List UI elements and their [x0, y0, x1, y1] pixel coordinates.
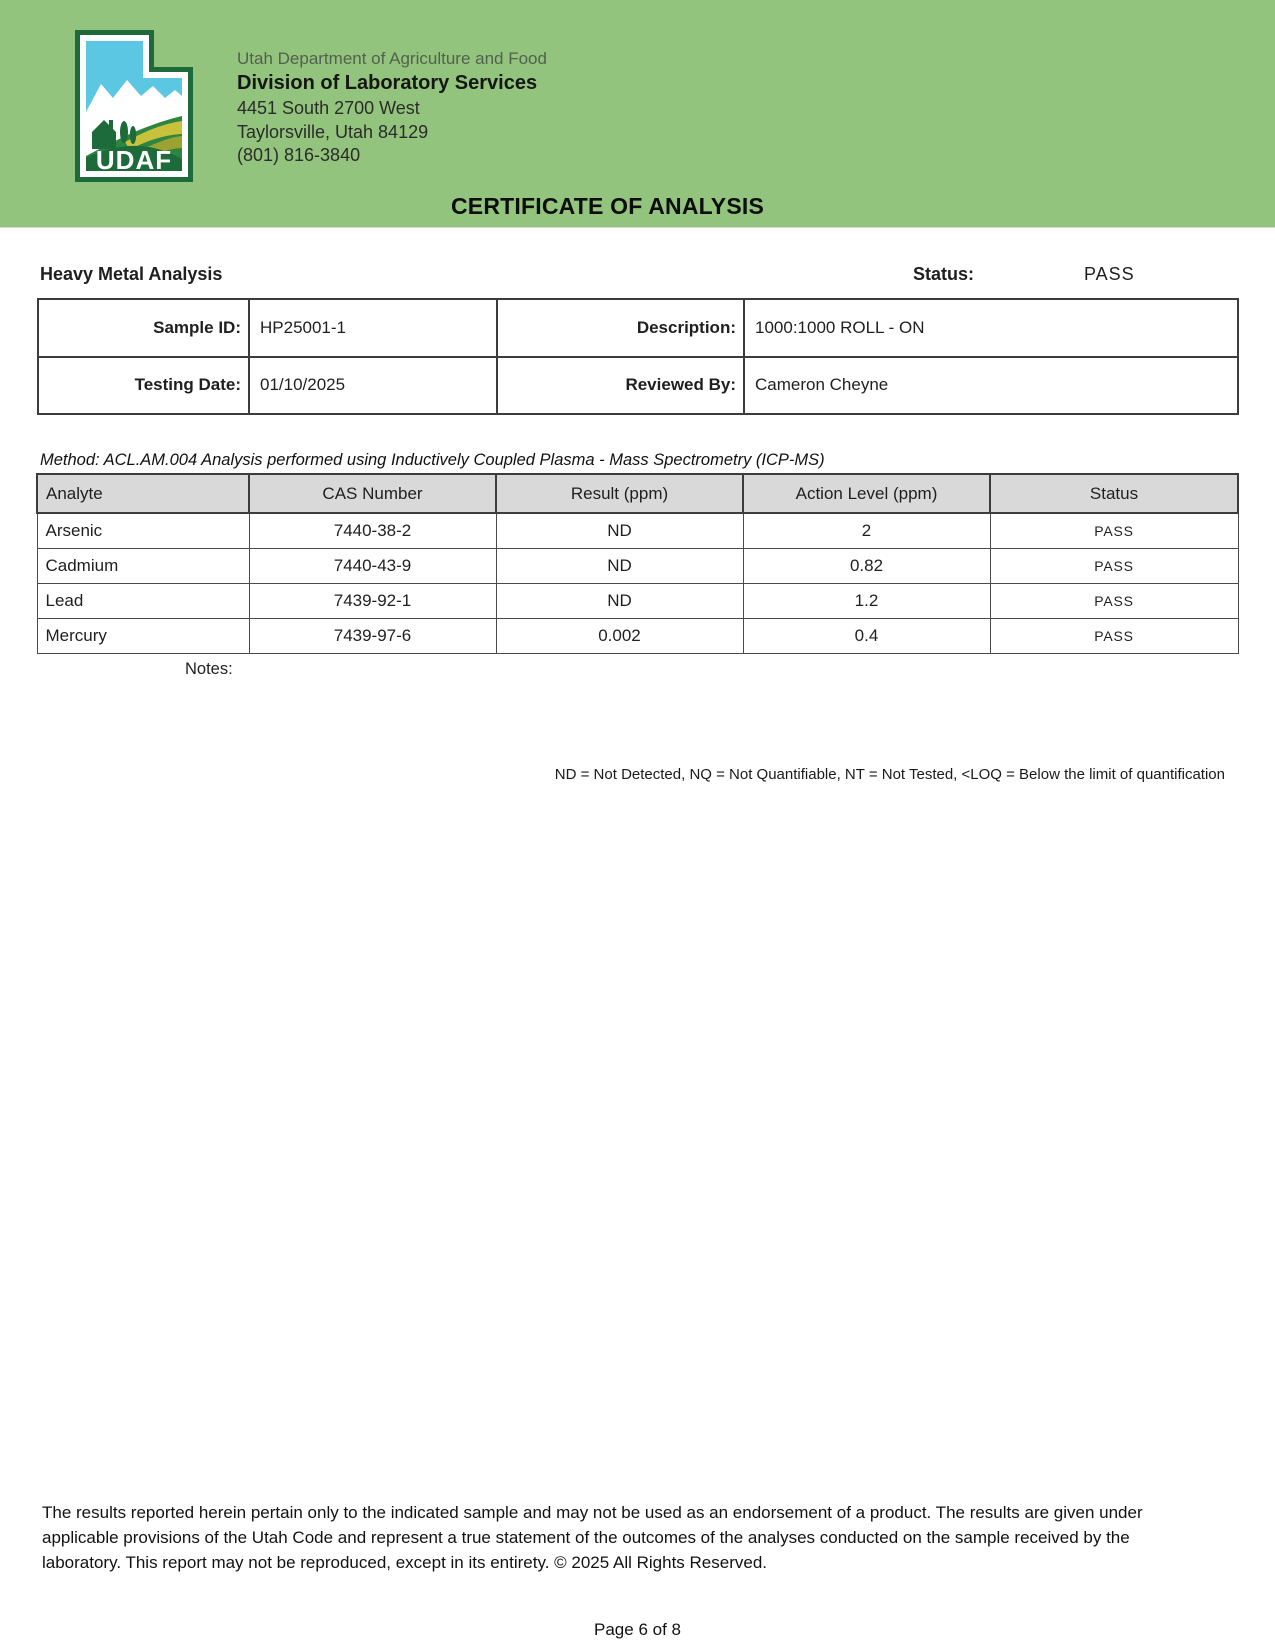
result-cell: ND: [496, 583, 743, 618]
cas-cell: 7439-92-1: [249, 583, 496, 618]
sample-id-value: HP25001-1: [249, 299, 497, 357]
results-table: [36, 473, 1239, 654]
section-title: Heavy Metal Analysis: [40, 264, 223, 284]
cas-cell: 7440-38-2: [249, 513, 496, 548]
table-row: [37, 583, 1238, 618]
utah-state-logo-icon: [75, 30, 193, 182]
status-cell: PASS: [990, 513, 1238, 548]
testing-date-label: Testing Date:: [38, 357, 249, 415]
status-label: Status:: [913, 264, 975, 284]
division-name: Division of Laboratory Services: [237, 72, 538, 95]
results-header-row: [37, 474, 1238, 513]
abbreviation-legend: ND = Not Detected, NQ = Not Quantifiable, NT = Not Tested, <LOQ = Below the limit of quantification: [554, 766, 1225, 783]
result-cell: ND: [496, 513, 743, 548]
analyte-cell: Lead: [37, 583, 249, 618]
header-action-level: Action Level (ppm): [743, 474, 990, 513]
header-analyte: Analyte: [37, 474, 249, 513]
action-level-cell: 1.2: [743, 583, 990, 618]
cas-cell: 7440-43-9: [249, 548, 496, 583]
method-line: Method: ACL.AM.004 Analysis performed using Inductively Coupled Plasma - Mass Spectrometry (ICP-MS): [40, 451, 825, 469]
action-level-cell: 0.4: [743, 618, 990, 653]
header-status: Status: [990, 474, 1238, 513]
notes-label: Notes:: [185, 660, 233, 678]
analyte-cell: Arsenic: [37, 513, 249, 548]
analyte-cell: Cadmium: [37, 548, 249, 583]
status-cell: PASS: [990, 583, 1238, 618]
udaf-logo: [75, 30, 193, 182]
header-result: Result (ppm): [496, 474, 743, 513]
address-line2: Taylorsville, Utah 84129: [237, 121, 429, 142]
result-cell: ND: [496, 548, 743, 583]
table-row: [37, 513, 1238, 548]
table-row: [38, 299, 1238, 357]
description-label: Description:: [497, 299, 744, 357]
testing-date-value: 01/10/2025: [249, 357, 497, 415]
phone-number: (801) 816-3840: [237, 145, 361, 166]
result-cell: 0.002: [496, 618, 743, 653]
agency-name: Utah Department of Agriculture and Food: [237, 49, 547, 68]
agency-block: [237, 48, 547, 168]
logo-text: UDAF: [95, 145, 173, 175]
sample-info-table: [37, 298, 1239, 415]
header-cas-number: CAS Number: [249, 474, 496, 513]
analyte-cell: Mercury: [37, 618, 249, 653]
address-line1: 4451 South 2700 West: [237, 97, 420, 118]
status-cell: PASS: [990, 618, 1238, 653]
reviewed-by-label: Reviewed By:: [497, 357, 744, 415]
description-value: 1000:1000 ROLL - ON: [744, 299, 1238, 357]
header-band: [0, 0, 1275, 228]
table-row: [37, 548, 1238, 583]
table-row: [37, 618, 1238, 653]
sample-id-label: Sample ID:: [38, 299, 249, 357]
cas-cell: 7439-97-6: [249, 618, 496, 653]
status-cell: PASS: [990, 548, 1238, 583]
reviewed-by-value: Cameron Cheyne: [744, 357, 1238, 415]
disclaimer-text: The results reported herein pertain only to the indicated sample and may not be used as an endorsement of a product. The results are given under applicable provisions of the Utah Code and represent a true statement of the outcomes of the analyses conducted on the sample received by the laboratory. This report may not be reproduced, except in its entirety. © 2025 All Rights Reserved.: [42, 1503, 1143, 1572]
action-level-cell: 0.82: [743, 548, 990, 583]
certificate-title: CERTIFICATE OF ANALYSIS: [451, 193, 764, 219]
page-number: Page 6 of 8: [594, 1620, 681, 1639]
table-row: [38, 357, 1238, 415]
status-value: PASS: [1084, 264, 1135, 284]
action-level-cell: 2: [743, 513, 990, 548]
